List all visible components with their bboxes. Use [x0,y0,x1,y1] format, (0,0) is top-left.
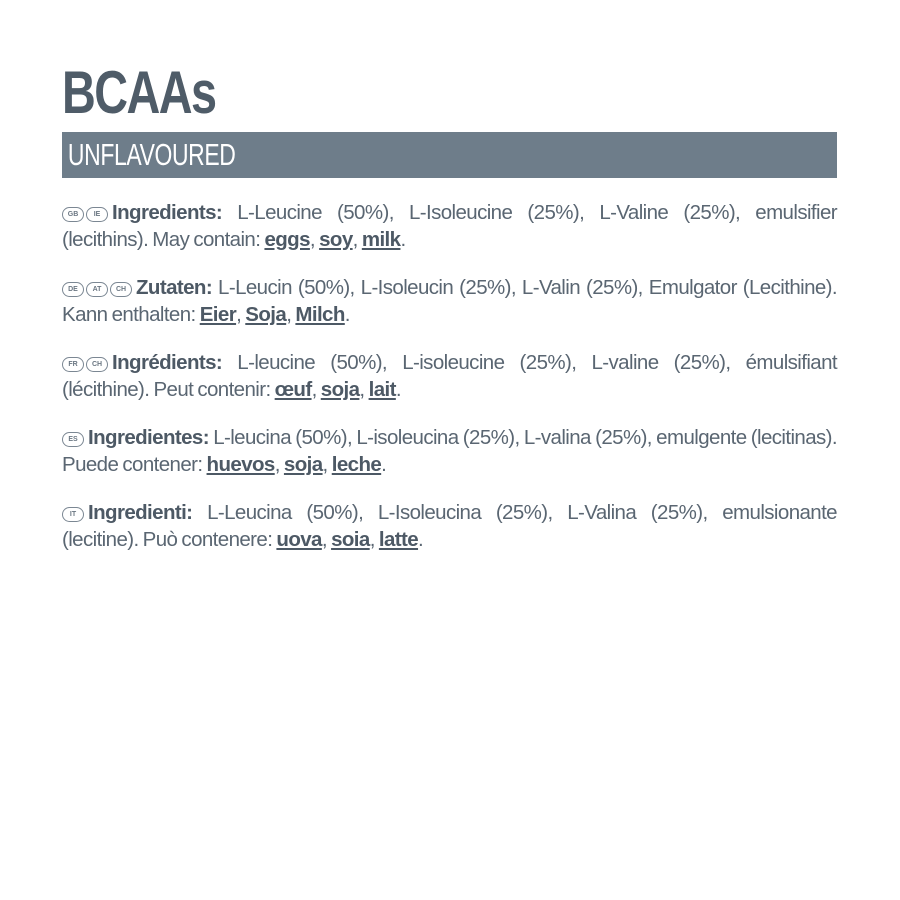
label-panel [62,58,837,574]
allergen: lait [368,377,396,401]
country-code-icon: AT [86,282,108,297]
ingredient-block [62,349,837,403]
separator: . [381,452,387,476]
separator: . [344,302,350,326]
separator: . [400,227,406,251]
allergen: soy [319,227,353,251]
product-title: BCAAs [62,59,216,126]
ingredients-text: L-Leucine (50%), L-Isoleucine (25%), L-Valine (25%), emulsifier (lecithins). May contain: [62,200,837,251]
ingredients-text: L-Leucin (50%), L-Isoleucin (25%), L-Valin (25%), Emulgator (Lecithine). Kann enthalten: [62,275,837,326]
ingredient-block [62,274,837,328]
country-code-icon: IT [62,507,84,522]
allergen: Soja [245,302,287,326]
country-flags [62,276,134,299]
country-flags [62,426,86,449]
country-code-icon: ES [62,432,84,447]
country-code-icon: CH [110,282,132,297]
country-code-icon: CH [86,357,108,372]
ingredients-text: L-leucina (50%), L-isoleucina (25%), L-valina (25%), emulgente (lecitinas). Puede contener: [62,425,837,476]
ingredients-label: Ingrédients: [112,350,223,374]
country-code-icon: FR [62,357,84,372]
separator: . [418,527,424,551]
separator: , [286,302,296,326]
country-flags [62,501,86,524]
allergen: soja [320,377,360,401]
ingredient-block [62,199,837,253]
ingredient-block [62,499,837,553]
allergen: œuf [274,377,312,401]
separator: , [352,227,362,251]
country-code-icon: DE [62,282,84,297]
separator: , [274,452,284,476]
separator: , [236,302,246,326]
ingredients-label: Zutaten: [136,275,213,299]
allergen: milk [361,227,401,251]
allergen: huevos [206,452,275,476]
allergen: uova [276,527,322,551]
separator: , [309,227,320,251]
flavour-label: UNFLAVOURED [67,137,236,172]
ingredients-label: Ingredienti: [88,500,193,524]
ingredient-block [62,424,837,478]
allergen: Milch [295,302,345,326]
separator: , [322,452,332,476]
flavour-banner [62,132,837,178]
separator: , [359,377,369,401]
separator: , [369,527,379,551]
allergen: eggs [264,227,310,251]
ingredients-text: L-leucine (50%), L-isoleucine (25%), L-valine (25%), émulsifiant (lécithine). Peut contenir: [62,350,837,401]
allergen: latte [378,527,419,551]
separator: , [321,527,332,551]
country-flags [62,201,110,224]
ingredients-label: Ingredientes: [88,425,209,449]
allergen: Eier [199,302,237,326]
country-code-icon: IE [86,207,108,222]
ingredients-text: L-Leucina (50%), L-Isoleucina (25%), L-Valina (25%), emulsionante (lecitine). Può contenere: [62,500,837,551]
separator: , [311,377,321,401]
country-flags [62,351,110,374]
ingredients-label: Ingredients: [112,200,223,224]
allergen: soia [331,527,370,551]
separator: . [395,377,401,401]
allergen: soja [283,452,323,476]
country-code-icon: GB [62,207,84,222]
allergen: leche [331,452,382,476]
ingredients-list [62,199,837,553]
